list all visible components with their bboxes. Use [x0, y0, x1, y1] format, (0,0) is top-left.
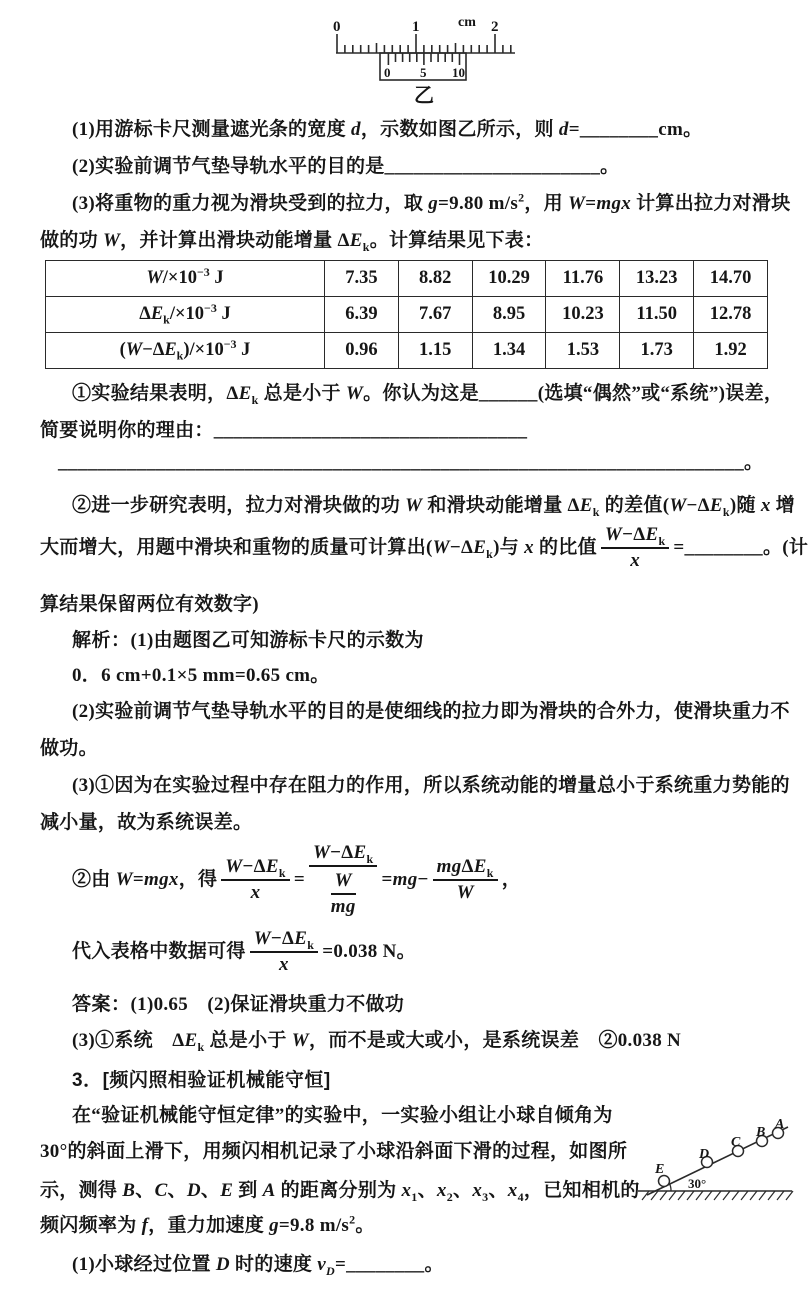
table-row-header: $(W-\Delta E_k)/\times 10^{-3}$ J — [46, 333, 325, 369]
results-table — [45, 260, 768, 369]
table-cell: 1.92 — [694, 333, 768, 369]
line-q3b: 做的功 W，并计算出滑块动能增量 $\Delta E_k$。计算结果见下表： — [40, 230, 544, 254]
ratio-text-post: =________。(计 — [673, 537, 809, 558]
formula-text-pre: ②由 W=mgx，得 — [72, 869, 218, 890]
caliper-caption: 乙 — [414, 85, 434, 107]
result-text-pre: 代入表格中数据可得 — [72, 941, 246, 962]
line-problem3-title: 3．[频闪照相验证机械能守恒] — [72, 1070, 331, 1091]
caliper-main-scale — [336, 34, 515, 53]
line-analysis-3: (2)实验前调节气垫导轨水平的目的是使细线的拉力即为滑块的合外力，使滑块重力不 — [72, 701, 790, 722]
line-q2: (2)实验前调节气垫导轨水平的目的是______________________。 — [72, 156, 620, 177]
fraction-denominator: mg — [330, 896, 356, 917]
angle-label: 30° — [688, 1176, 707, 1191]
line-problem3-p3: 示，测得 B、C、D、E 到 A 的距离分别为 $x_1$、$x_2$、$x_3$、$x_4$，已知相机的 — [40, 1180, 640, 1204]
fraction-w-over-mg — [331, 870, 356, 918]
formula-equals: = — [293, 869, 305, 890]
caliper-main-label-2: 2 — [491, 19, 499, 35]
fraction-denominator: x — [279, 954, 289, 975]
table-cell: 6.39 — [325, 297, 399, 333]
table-row — [46, 297, 768, 333]
line-answer-2: (3)①系统 $\Delta E_k$ 总是小于 W，而不是或大或小，是系统误差 ②0.038 N — [72, 1030, 682, 1054]
line-analysis-5: (3)①因为在实验过程中存在阻力的作用，所以系统动能的增量总小于系统重力势能的 — [72, 775, 790, 796]
fraction-numerator: $W-\Delta E_k$ — [309, 842, 378, 867]
fraction-denominator: x — [630, 550, 641, 571]
table-cell: 1.53 — [546, 333, 620, 369]
table-cell: 11.50 — [620, 297, 694, 333]
line-problem3-q1: (1)小球经过位置 D 时的速度 $v_D=\_\_\_\_\_\_\_\_$。 — [72, 1254, 444, 1278]
table-row-header: $\Delta E_k/\times 10^{-3}$ J — [46, 297, 325, 333]
line-problem3-p4: 频闪频率为 f，重力加速度 g=9.8 $m/s^2$。 — [40, 1212, 375, 1236]
table-cell: 10.29 — [472, 261, 546, 297]
label-E: E — [655, 1162, 665, 1177]
fraction-numerator: $W-\Delta E_k$ — [601, 524, 670, 549]
fraction-nested — [309, 842, 378, 918]
label-A: A — [775, 1117, 785, 1132]
table-row-header: $W/\times 10^{-3}$ J — [46, 261, 325, 297]
table-cell: 0.96 — [325, 333, 399, 369]
fraction-w-minus-ek-over-x — [250, 928, 319, 976]
vernier-caliper-diagram — [322, 14, 562, 114]
line-problem3-p1: 在“验证机械能守恒定律”的实验中，一实验小组让小球自倾角为 — [72, 1105, 613, 1126]
label-C: C — [731, 1135, 741, 1150]
ratio-text-pre: 大而增大，用题中滑块和重物的质量可计算出$(W-\Delta E_k)$与 x 的比值 — [40, 537, 597, 561]
line-sub1-reason: 简要说明你的理由：________________________________ — [40, 420, 528, 441]
line-q3a: (3)将重物的重力视为滑块受到的拉力，取 g=9.80 $m/s^2$，用 W=mgx 计算出拉力对滑块 — [72, 190, 791, 214]
table-row — [46, 261, 768, 297]
label-D: D — [699, 1147, 710, 1162]
ground-hatching — [642, 1191, 793, 1200]
table-cell: 8.95 — [472, 297, 546, 333]
caliper-unit-label: cm — [458, 15, 476, 30]
caliper-main-label-0: 0 — [333, 19, 341, 35]
line-q1: (1)用游标卡尺测量遮光条的宽度 d，示数如图乙所示，则 d=________cm。 — [72, 119, 703, 140]
line-analysis-result — [72, 928, 416, 976]
table-cell: 7.67 — [398, 297, 472, 333]
table-cell: 11.76 — [546, 261, 620, 297]
line-problem3-p2: 30°的斜面上滑下，用频闪相机记录了小球沿斜面下滑的过程，如图所 — [40, 1141, 628, 1162]
table-cell: 12.78 — [694, 297, 768, 333]
fraction-denominator — [331, 867, 356, 918]
caliper-vernier-label-5: 5 — [420, 65, 427, 80]
table-cell: 1.73 — [620, 333, 694, 369]
line-analysis-formula — [72, 842, 521, 918]
formula-equals-mg-minus: =mg− — [381, 869, 429, 890]
table-cell: 1.34 — [472, 333, 546, 369]
caliper-main-label-1: 1 — [412, 19, 420, 35]
fraction-numerator: $W-\Delta E_k$ — [221, 856, 290, 881]
line-analysis-1: 解析：(1)由题图乙可知游标卡尺的示数为 — [72, 630, 424, 651]
table-row — [46, 333, 768, 369]
fraction-w-minus-ek-over-x — [601, 524, 670, 572]
line-sub2-note: 算结果保留两位有效数字) — [40, 594, 259, 615]
caliper-vernier-label-0: 0 — [384, 65, 391, 80]
line-sub2-ratio — [40, 524, 808, 572]
fraction-numerator: W — [331, 870, 356, 895]
line-analysis-2: 0．6 cm+0.1×5 mm=0.65 cm。 — [72, 665, 330, 686]
fraction-mgdek-over-w — [433, 856, 498, 904]
fraction-denominator: x — [250, 882, 261, 903]
line-analysis-6: 减小量，故为系统误差。 — [40, 812, 253, 833]
result-text-post: =0.038 N。 — [322, 941, 416, 962]
line-blank-continuation: ______________________________________________________________________。 — [58, 452, 764, 473]
table-cell: 1.15 — [398, 333, 472, 369]
formula-comma: ， — [501, 869, 522, 890]
label-B: B — [756, 1125, 766, 1140]
table-cell: 13.23 — [620, 261, 694, 297]
line-analysis-4: 做功。 — [40, 738, 98, 759]
ball-E — [659, 1176, 670, 1187]
table-cell: 14.70 — [694, 261, 768, 297]
fraction-numerator: mgΔE$_k$ — [433, 856, 498, 881]
table-cell: 7.35 — [325, 261, 399, 297]
line-sub2: ②进一步研究表明，拉力对滑块做的功 W 和滑块动能增量 $\Delta E_k$ 的差值$(W-\Delta E_k)$随 x 增 — [72, 495, 795, 519]
table-cell: 10.23 — [546, 297, 620, 333]
caliper-vernier-label-10: 10 — [452, 65, 465, 80]
incline-diagram — [630, 1090, 808, 1218]
angle-arc — [669, 1183, 671, 1191]
line-sub1: ①实验结果表明，$\Delta E_k$ 总是小于 W。你认为这是______(选填“偶然”或“系统”)误差， — [72, 383, 784, 407]
fraction-numerator: $W-\Delta E_k$ — [250, 928, 319, 953]
table-cell: 8.82 — [398, 261, 472, 297]
line-answer-1: 答案：(1)0.65 (2)保证滑块重力不做功 — [72, 994, 405, 1015]
fraction-denominator: W — [456, 882, 474, 903]
fraction-w-minus-ek-over-x — [221, 856, 290, 904]
